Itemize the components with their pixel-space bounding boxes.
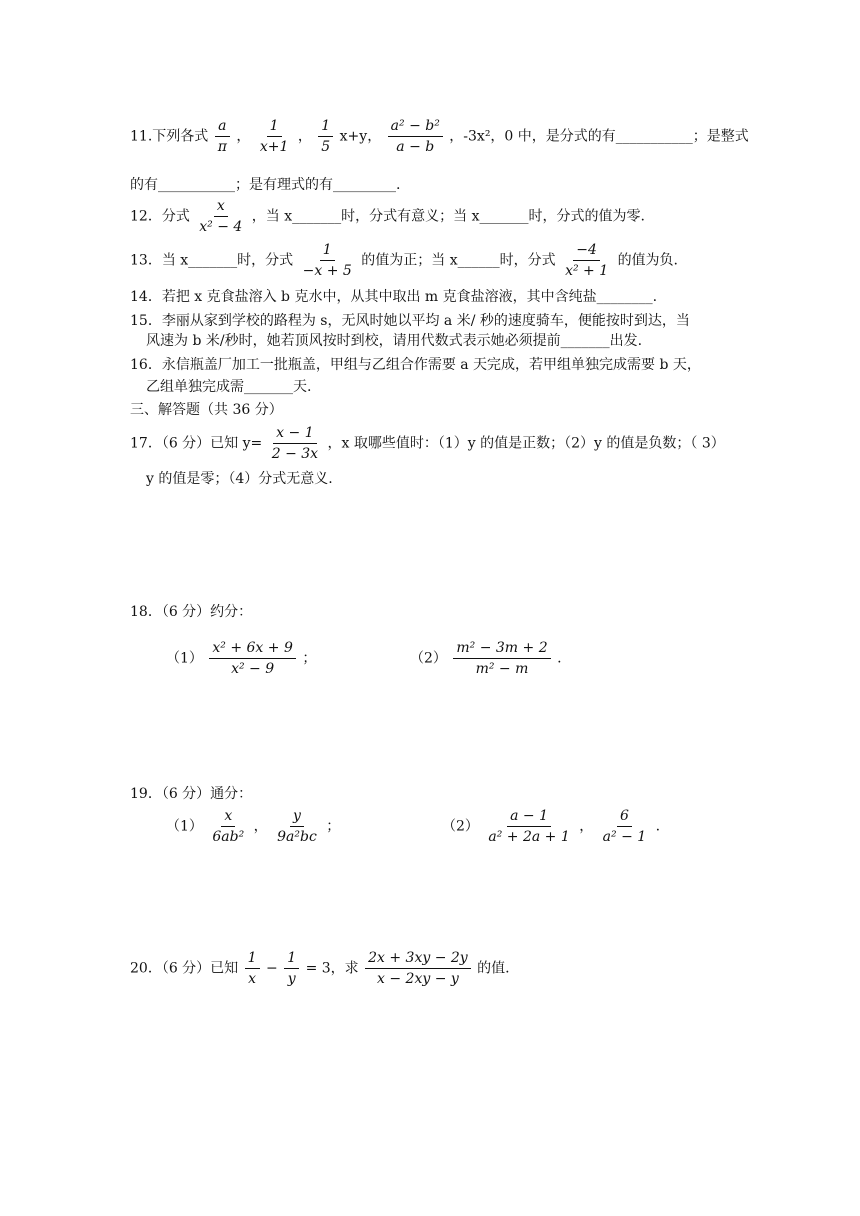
question-17: 17．（6 分）已知 y= $\frac{x - 1}{2 - 3x}$ ，x 取哪些值时：（1）y 的值是正数；（2）y 的值是负数；（ 3） (130, 425, 725, 462)
question-14: 14．若把 x 克食盐溶入 b 克水中，从其中取出 m 克食盐溶液，其中含纯盐________. (130, 289, 658, 305)
q11-tail: ，-3x²，0 中，是分式的有___________；是整式 (449, 128, 749, 145)
question-17-line2: y 的值是零；（4）分式无意义. (146, 471, 333, 487)
fraction-19-1a: $\frac{x}{\text{6ab²}}$ (212, 808, 245, 845)
fraction-19-1b: $\frac{y}{\text{9a²bc}}$ (277, 808, 317, 845)
section-3-heading: 三、解答题（共 36 分） (130, 402, 283, 418)
q11-prefix: 11.下列各式 (130, 128, 209, 145)
question-16-line2: 乙组单独完成需_______天. (146, 379, 312, 395)
fraction-19-2b: $\frac{6}{\text{a² − 1}}$ (602, 808, 647, 845)
question-20: 20．（6 分）已知 $\frac{1}{x}$ − $\frac{1}{y}$ = 3，求 $\frac{2x + 3xy - 2y}{x - 2xy - y}$ 的值. (130, 950, 510, 987)
question-16-line1: 16．永信瓶盖厂加工一批瓶盖，甲组与乙组合作需要 a 天完成，若甲组单独完成需要 b 天， (130, 357, 701, 373)
fraction-neg4-over-x2-plus-1: $\frac{-4}{\text{x² + 1}}$ (565, 242, 609, 279)
question-18-part1: （1） $\frac{\text{x² + 6x + 9}}{\text{x² − 9}}$ ； (166, 640, 317, 677)
question-19-part1: （1） $\frac{x}{\text{6ab²}}$ ， $\frac{y}{\text{9a²bc}}$ ； (166, 808, 341, 845)
question-11-line2: 的有___________；是有理式的有_________. (130, 177, 401, 193)
fraction-19-2a: $\frac{a - 1}{\text{a² + 2a + 1}}$ (488, 808, 570, 845)
fraction-x-minus-1-over-2-minus-3x: $\frac{x - 1}{2 - 3x}$ (271, 425, 319, 462)
fraction-x-over-x2-minus-4: $\frac{x}{\text{x² − 4}}$ (199, 198, 243, 235)
question-15-line1: 15．李丽从家到学校的路程为 s，无风时她以平均 a 米/ 秒的速度骑车，便能按时到达，当 (130, 313, 690, 329)
fraction-18-2: $\frac{\text{m² − 3m + 2}}{\text{m² − m}}$ (453, 640, 550, 677)
question-18-part2: （2） $\frac{\text{m² − 3m + 2}}{\text{m² − m}}$ . (410, 640, 562, 677)
fraction-20-target: $\frac{2x + 3xy - 2y}{x - 2xy - y}$ (365, 950, 471, 987)
question-15-line2: 风速为 b 米/秒时，她若顶风按时到校，请用代数式表示她必须提前_______出发. (146, 333, 643, 349)
fraction-1-over-5: $\frac{1}{5}$ (318, 118, 333, 155)
fraction-a2-minus-b2: $\frac{\text{a² − b²}}{a - b}$ (388, 118, 443, 155)
question-18-title: 18．（6 分）约分： (130, 604, 253, 620)
question-11: 11.下列各式 $\frac{a}{\pi}$ ， $\frac{1}{x+1}$ ， $\frac{1}{5}$ x+y， $\frac{\text{a² − b²}}{a - b}$ ，-3x²，0 中，是分式的有___________；是整式 (130, 118, 749, 155)
question-19-part2: （2） $\frac{a - 1}{\text{a² + 2a + 1}}$ ， $\frac{6}{\text{a² − 1}}$ . (442, 808, 661, 845)
fraction-1-over-neg-x-plus-5: $\frac{1}{-x + 5}$ (302, 242, 352, 279)
fraction-1-over-x: $\frac{1}{x}$ (245, 950, 260, 987)
fraction-18-1: $\frac{\text{x² + 6x + 9}}{\text{x² − 9}}$ (209, 640, 295, 677)
question-12: 12．分式 $\frac{x}{\text{x² − 4}}$ ，当 x_______时，分式有意义；当 x_______时，分式的值为零. (130, 198, 645, 235)
fraction-a-over-pi: $\frac{a}{\pi}$ (215, 118, 230, 155)
question-13: 13．当 x_______时，分式 $\frac{1}{-x + 5}$ 的值为正；当 x______时，分式 $\frac{-4}{\text{x² + 1}}$ 的值为负. (130, 242, 679, 279)
question-19-title: 19．（6 分）通分： (130, 786, 253, 802)
fraction-1-over-y: $\frac{1}{y}$ (284, 950, 299, 987)
fraction-1-over-x-plus-1: $\frac{1}{x+1}$ (259, 118, 289, 155)
